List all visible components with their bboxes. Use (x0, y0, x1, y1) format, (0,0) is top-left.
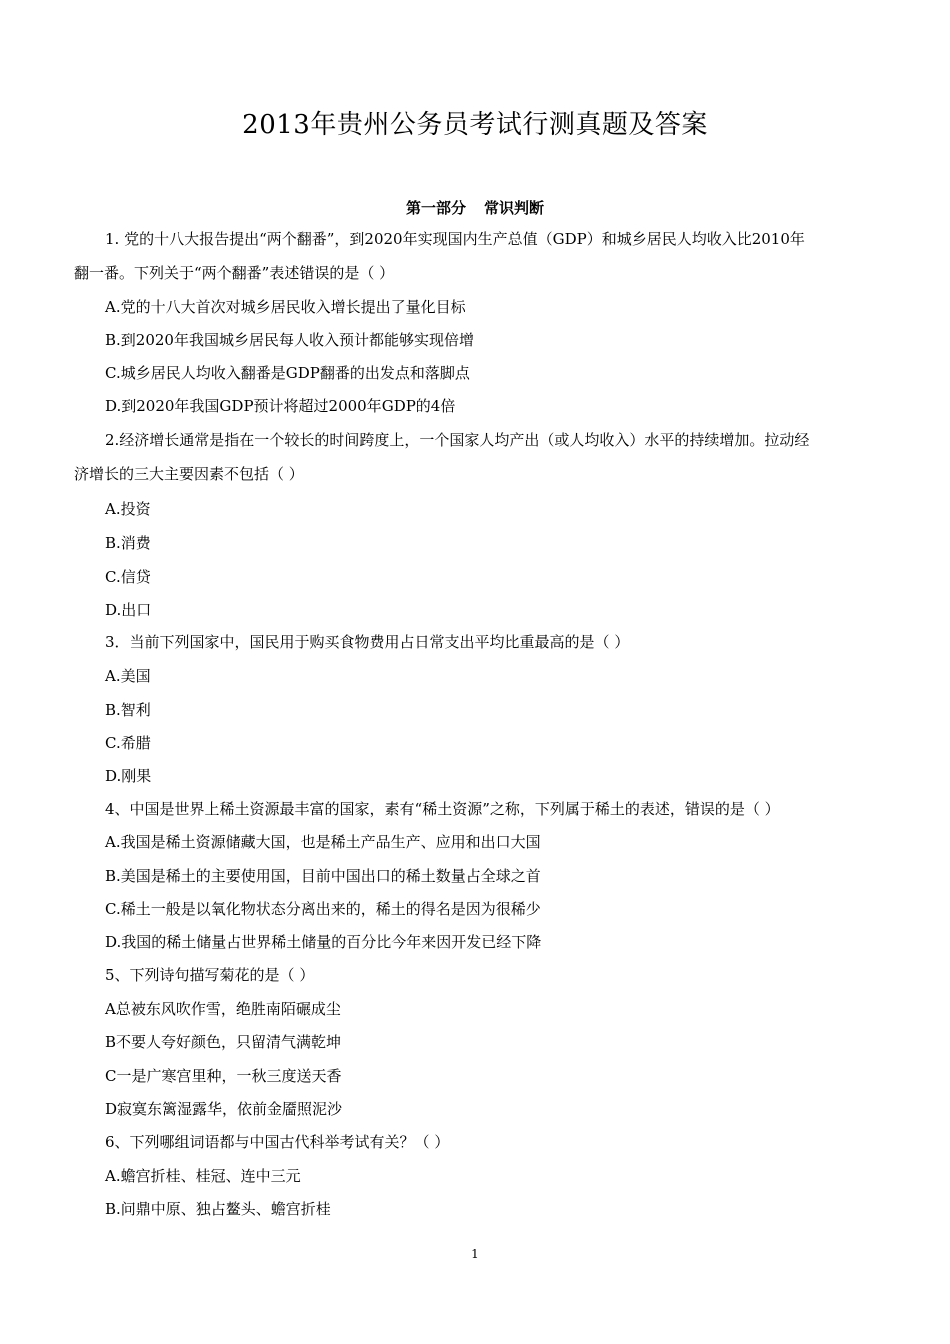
section-part: 第一部分 (405, 199, 466, 217)
text-line: B.到2020年我国城乡居民每人收入预计都能够实现倍增 (105, 331, 474, 349)
text-line: C一是广寒宫里种，一秋三度送天香 (105, 1067, 342, 1085)
page-number: 1 (471, 1247, 479, 1261)
section-heading (0, 197, 950, 218)
text-line: 1. 党的十八大报告提出“两个翻番”，到2020年实现国内生产总值（GDP）和城乡居民人均收入比2010年 (105, 230, 805, 248)
text-line: B.消费 (105, 534, 151, 552)
text-line: A.美国 (105, 667, 151, 685)
text-line: 5、下列诗句描写菊花的是（ ） (105, 966, 315, 984)
text-line: D.出口 (105, 601, 152, 619)
text-line: C.稀土一般是以氧化物状态分离出来的，稀土的得名是因为很稀少 (105, 900, 541, 918)
text-line: 6、下列哪组词语都与中国古代科举考试有关？（ ） (105, 1133, 450, 1151)
text-line: D寂寞东篱湿露华，依前金靥照泥沙 (105, 1100, 343, 1118)
section-name: 常识判断 (484, 199, 545, 217)
page-title: 2013年贵州公务员考试行测真题及答案 (242, 110, 708, 140)
text-line: B.美国是稀土的主要使用国，目前中国出口的稀土数量占全球之首 (105, 867, 541, 885)
text-line: A.党的十八大首次对城乡居民收入增长提出了量化目标 (105, 298, 466, 316)
text-line: D.我国的稀土储量占世界稀土储量的百分比今年来因开发已经下降 (105, 933, 542, 951)
text-line: B.智利 (105, 701, 151, 719)
text-line: C.城乡居民人均收入翻番是GDP翻番的出发点和落脚点 (105, 364, 470, 382)
text-line: D.到2020年我国GDP预计将超过2000年GDP的4倍 (105, 397, 456, 415)
text-line: A.我国是稀土资源储藏大国，也是稀土产品生产、应用和出口大国 (105, 833, 541, 851)
text-line: 翻一番。下列关于“两个翻番”表述错误的是（ ） (74, 264, 395, 282)
text-line: A.蟾宫折桂、桂冠、连中三元 (105, 1167, 301, 1185)
text-line: D.刚果 (105, 767, 152, 785)
text-line: C.信贷 (105, 568, 151, 586)
text-line: 济增长的三大主要因素不包括（ ） (74, 465, 304, 483)
text-line: A总被东风吹作雪，绝胜南陌碾成尘 (105, 1000, 341, 1018)
text-line: B.问鼎中原、独占鳌头、蟾宫折桂 (105, 1200, 331, 1218)
text-line: 4、中国是世界上稀土资源最丰富的国家，素有“稀土资源”之称，下列属于稀土的表述，错误的是（ ） (105, 800, 780, 818)
text-line: 2.经济增长通常是指在一个较长的时间跨度上，一个国家人均产出（或人均收入）水平的持续增加。拉动经 (105, 431, 810, 449)
text-line: A.投资 (105, 500, 151, 518)
text-line: 3．当前下列国家中，国民用于购买食物费用占日常支出平均比重最高的是（ ） (105, 633, 630, 651)
text-line: B不要人夸好颜色，只留清气满乾坤 (105, 1033, 342, 1051)
text-line: C.希腊 (105, 734, 151, 752)
